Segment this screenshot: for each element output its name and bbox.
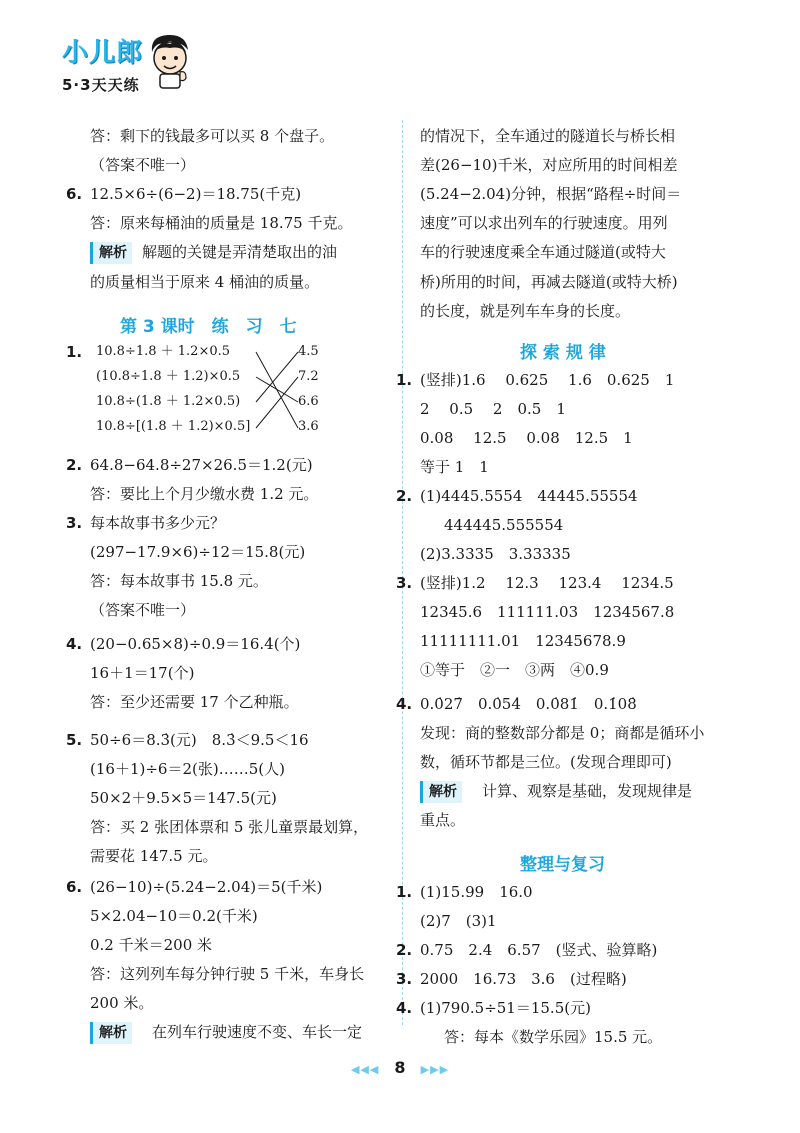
section-title: 第 3 课时 练 习 七	[120, 317, 297, 337]
text-line: (297−17.9×6)÷12＝15.8(元)	[90, 543, 306, 561]
text-line: 444445.555554	[444, 516, 564, 534]
text-line: 0.2 千米＝200 米	[90, 936, 213, 954]
text-line: (竖排)1.6 0.625 1.6 0.625 1	[420, 371, 675, 389]
text-line: 64.8−64.8÷27×26.5＝1.2(元)	[90, 456, 313, 474]
text-line: (1)790.5÷51＝15.5(元)	[420, 999, 591, 1017]
text-line: 5×2.04−10＝0.2(千米)	[90, 907, 258, 925]
question-number: 2.	[66, 456, 83, 474]
question-number: 3.	[396, 970, 413, 988]
matching-lines	[254, 344, 300, 438]
question-number: 6.	[66, 878, 83, 896]
text-line: 需要花 147.5 元。	[90, 847, 218, 865]
text-line: (2)7 (3)1	[420, 912, 497, 930]
brand-series: 5·3天天练	[62, 76, 140, 94]
analysis-tag: 解析	[420, 781, 462, 803]
text-line: ①等于 ②一 ③两 ④0.9	[420, 661, 609, 679]
text-line: (16＋1)÷6＝2(张)……5(人)	[90, 760, 285, 778]
text-line: 答：每本故事书 15.8 元。	[90, 572, 268, 590]
text-line: 车的行驶速度乘全车通过隧道(或特大	[420, 243, 666, 261]
text-line: 0.75 2.4 6.57 (竖式、验算略)	[420, 941, 658, 959]
question-number: 3.	[396, 574, 413, 592]
text-line: 的长度，就是列车车身的长度。	[420, 302, 631, 320]
expression: 10.8÷(1.8 ＋ 1.2×0.5)	[96, 394, 241, 409]
text-line: (26−10)÷(5.24−2.04)＝5(千米)	[90, 878, 323, 896]
text-line: 12.5×6÷(6−2)＝18.75(千克)	[90, 185, 302, 203]
text-line: 50÷6＝8.3̇(元) 8.3̇＜9.5＜16	[90, 731, 309, 749]
section-title: 探 索 规 律	[520, 343, 606, 363]
text-line: 答：这列列车每分钟行驶 5 千米，车身长	[90, 965, 365, 983]
brand-logo	[62, 30, 202, 100]
text-line: 的质量相当于原来 4 桶油的质量。	[90, 273, 320, 291]
text-line: 速度”可以求出列车的行驶速度。用列	[420, 214, 668, 232]
text-line: (20−0.65×8)÷0.9＝16.4̇(个)	[90, 635, 301, 653]
text-line: 在列车行驶速度不变、车长一定	[152, 1023, 363, 1041]
text-line: 2000 16.73 3.6 (过程略)	[420, 970, 627, 988]
text-line: 2 0.5 2 0.5 1	[420, 400, 566, 418]
text-line: (竖排)1.2 12.3 123.4 1234.5	[420, 574, 674, 592]
text-line: 每本故事书多少元？	[90, 514, 226, 532]
result-value: 7.2	[298, 369, 319, 384]
text-line: 解题的关键是弄清楚取出的油	[142, 243, 338, 261]
question-number: 1.	[396, 371, 413, 389]
text-line: 答：每本《数学乐园》15.5 元。	[444, 1028, 663, 1046]
question-number: 5.	[66, 731, 83, 749]
text-line: 数，循环节都是三位。(发现合理即可)	[420, 753, 672, 771]
question-number: 4.	[396, 999, 413, 1017]
expression: 10.8÷[(1.8 ＋ 1.2)×0.5]	[96, 419, 251, 434]
text-line: 计算、观察是基础，发现规律是	[482, 782, 693, 800]
text-line: 等于 1 1	[420, 458, 489, 476]
text-line: 0.08 12.5 0.08 12.5 1	[420, 429, 633, 447]
boy-mascot-icon	[146, 32, 194, 90]
text-line: 的情况下，全车通过的隧道长与桥长相	[420, 127, 676, 145]
text-line: 11111111.01 12345678.9	[420, 632, 626, 650]
text-line: 200 米。	[90, 994, 154, 1012]
text-line: 答：要比上个月少缴水费 1.2 元。	[90, 485, 319, 503]
text-line: （答案不唯一）	[90, 156, 196, 174]
question-number: 4.	[396, 695, 413, 713]
text-line: 0.0̇27̇ 0.0̇54̇ 0.0̇81̇ 0.1̇08̇	[420, 695, 637, 713]
question-number: 2.	[396, 487, 413, 505]
text-line: (1)15.99 16.0	[420, 883, 533, 901]
next-arrows-icon: ▶▶▶	[420, 1063, 450, 1076]
text-line: (2)3.3335 3.33335	[420, 545, 571, 563]
question-number: 2.	[396, 941, 413, 959]
text-line: (5.24−2.04)分钟，根据“路程÷时间＝	[420, 185, 682, 203]
question-number: 1.	[396, 883, 413, 901]
text-line: 50×2＋9.5×5＝147.5(元)	[90, 789, 277, 807]
text-line: 答：剩下的钱最多可以买 8 个盘子。	[90, 127, 335, 145]
text-line: 发现：商的整数部分都是 0；商都是循环小	[420, 724, 705, 742]
result-value: 3.6	[298, 419, 319, 434]
question-number: 6.	[66, 185, 83, 203]
question-number: 3.	[66, 514, 83, 532]
question-number: 1.	[66, 343, 83, 361]
result-value: 4.5	[298, 344, 319, 359]
expression: 10.8÷1.8 ＋ 1.2×0.5	[96, 344, 231, 359]
text-line: 差(26−10)千米，对应所用的时间相差	[420, 156, 678, 174]
text-line: (1)4445.5554 44445.55554	[420, 487, 638, 505]
text-line: 16＋1＝17(个)	[90, 664, 195, 682]
text-line: 重点。	[420, 811, 466, 829]
text-line: （答案不唯一）	[90, 601, 196, 619]
text-line: 答：至少还需要 17 个乙种瓶。	[90, 693, 299, 711]
brand-title: 小儿郎	[62, 38, 144, 68]
text-line: 答：原来每桶油的质量是 18.75 千克。	[90, 214, 353, 232]
section-title: 整理与复习	[520, 855, 605, 875]
text-line: 桥)所用的时间，再减去隧道(或特大桥)	[420, 273, 678, 291]
page-number: 8	[394, 1058, 406, 1077]
analysis-tag: 解析	[90, 1022, 132, 1044]
text-line: 答：买 2 张团体票和 5 张儿童票最划算，	[90, 818, 369, 836]
text-line: 12345.6 111111.03 1234567.8	[420, 603, 675, 621]
prev-arrows-icon: ◀◀◀	[350, 1063, 380, 1076]
expression: (10.8÷1.8 ＋ 1.2)×0.5	[96, 369, 241, 384]
question-number: 4.	[66, 635, 83, 653]
analysis-tag: 解析	[90, 242, 132, 264]
result-value: 6.6	[298, 394, 319, 409]
page-footer	[0, 1058, 800, 1077]
